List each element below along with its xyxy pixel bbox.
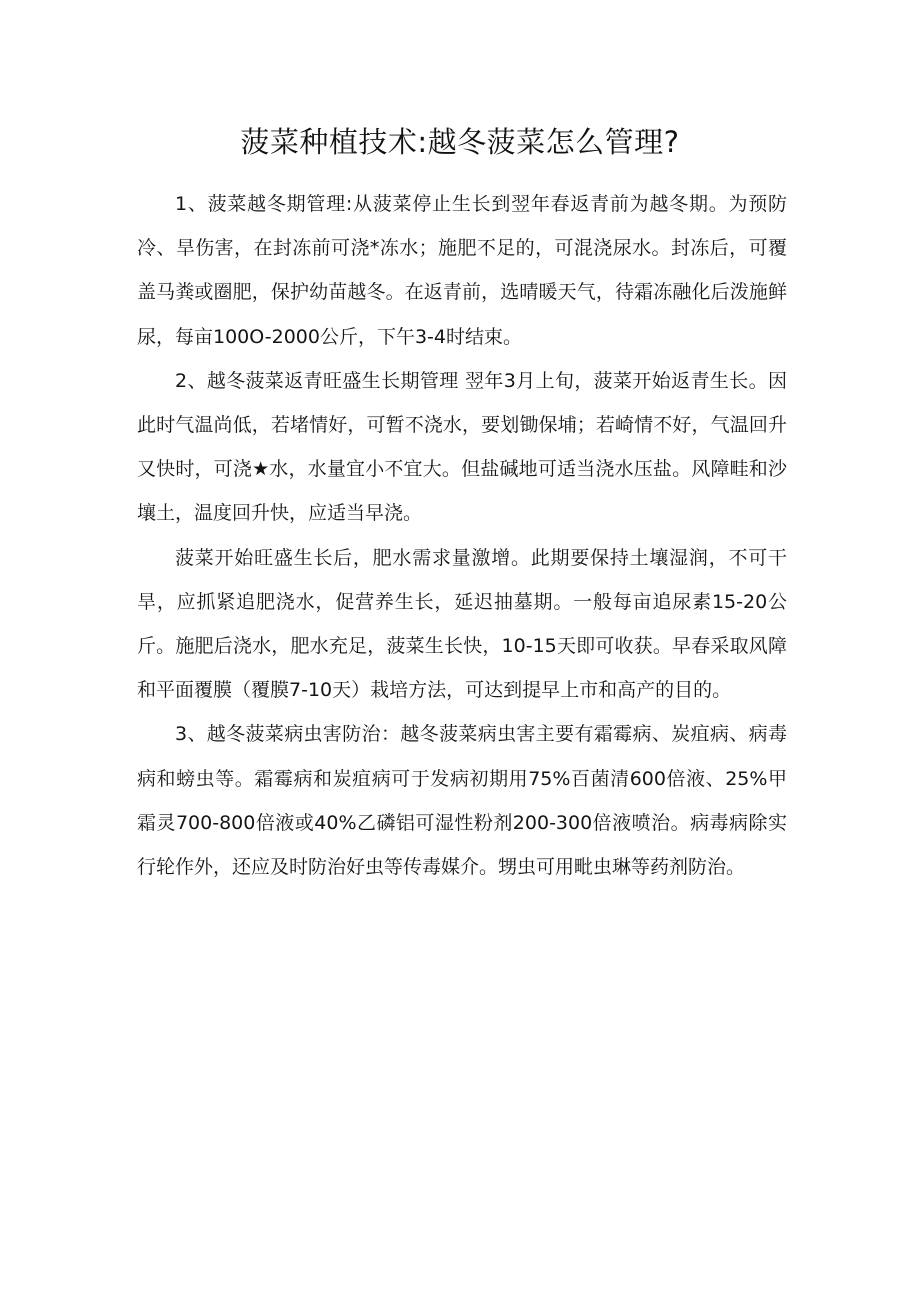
paragraph-vigorous-growth: 菠菜开始旺盛生长后，肥水需求量激增。此期要保持土壤湿润，不可干旱，应抓紧追肥浇水，促营养生长，延迟抽墓期。一般每亩追尿素15-20公斤。施肥后浇水，肥水充足，菠菜生长快，10-15天即可收获。早春采取风障和平面覆膜（覆膜7-10天）栽培方法，可达到提早上市和高产的目的。 [137,546,787,702]
paragraph-overwintering-management: 1、菠菜越冬期管理:从菠菜停止生长到翌年春返青前为越冬期。为预防冷、旱伤害，在封冻前可浇*冻水；施肥不足的，可混浇尿水。封冻后，可覆盖马粪或圈肥，保护幼苗越冬。在返青前，选晴暖天气，待霜冻融化后泼施鲜尿，每亩100O-2000公斤，下午3-4时结束。 [137,193,787,348]
document-title: 菠菜种植技术:越冬菠菜怎么管理? [240,125,680,159]
paragraph-regreening-management: 2、越冬菠菜返青旺盛生长期管理 翌年3月上旬，菠菜开始返青生长。因此时气温尚低，若堵情好，可暂不浇水，要划锄保埔；若崎情不好，气温回升又快时，可浇★水，水量宜小不宜大。但盐碱地可适当浇水压盐。风障畦和沙壤土，温度回升快，应适当早浇。 [137,369,787,525]
document-body [137,182,787,889]
paragraph-pest-control: 3、越冬菠菜病虫害防治：越冬菠菜病虫害主要有霜霉病、炭疽病、病毒病和螃虫等。霜霉病和炭疽病可于发病初期用75%百菌清600倍液、25%甲霜灵700-800倍液或40%乙磷铝可湿性粉剂200-300倍液喷治。病毒病除实行轮作外，还应及时防治好虫等传毒媒介。甥虫可用毗虫琳等药剂防治。 [137,723,787,879]
